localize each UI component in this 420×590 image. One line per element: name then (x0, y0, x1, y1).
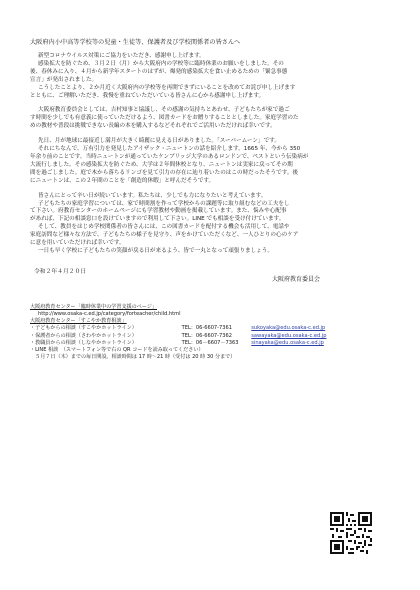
text-line: 大阪府教育委員会としては、吉村知事と協議し、その感謝の気持ちとあわせ、子どもたちが家で過ご (38, 107, 290, 114)
issue-date: 令和２年４月２０日 (34, 268, 87, 275)
line-consult-label: ・LINE 相談 （スマートフォン等で右の QR コードを読み取ってください） (30, 347, 204, 354)
consult-label: ・保護者からの相談（さわやかホットライン） (30, 332, 137, 339)
text-line: 先日、月が地球に最接近し満月が大きく綺麗に見える日がありました。「スーパームーン」です。 (38, 138, 280, 145)
salutation: 大阪府内小中高等学校等の児童・生徒等、保護者及び学校関係者の皆さんへ (30, 39, 241, 46)
consult-email[interactable]: sawayaka@edu.osaka-c.ed.jp (251, 332, 327, 339)
paragraph-4 (30, 193, 392, 256)
line-qr-code-icon[interactable] (330, 512, 372, 554)
consult-label: ・教職員からの相談（しなやかホットライン） (30, 339, 137, 346)
consult-tel: TEL：06-6607-7361 (181, 325, 232, 332)
text-line: こうしたことより、２か月近く大阪府内の学校等を再開できずにいることを改めてお詫び申し上げます (38, 84, 296, 91)
text-line: 皆さんにとって辛い日が続いています。私たちは、少しでも力になりたいと考えています。 (38, 192, 267, 199)
text-line: 宣言」が発出されました。 (30, 76, 98, 83)
text-line: めの教材や普段は挑戦できない長編の本を購入するなどそれぞれでご活用いただければ幸いです。 (30, 123, 276, 130)
notice-page (30, 14, 392, 361)
text-line: があれば、下記の相談窓口を設けていますので利用して下さい。LINE でも相談を受け付けています。 (30, 216, 285, 223)
text-line: て下さい。府教育センターのホームページにも学習教材や動画を掲載しています。また、悩みや心配事 (30, 208, 287, 215)
text-line: 大流行しました。その感染拡大を防ぐため、大学は２年間休校となり、ニュートンは実家に戻ってその期 (30, 161, 293, 168)
line-consult-hours: ５月７日（木）までの毎日開設。相談時間は 17 時～21 時（受付は 20 時 30 分まで） (30, 354, 236, 361)
consult-email[interactable]: sinayaka@edu.osaka-c.ed.jp (251, 339, 324, 346)
text-line: そして、教員をはじめ学校関係者の皆さんには、この図書カードを配付する機会も活用して、電話や (38, 224, 290, 231)
education-center-url[interactable]: http://www.osaka-c.ed.jp/category/forteacher/child.html (38, 311, 181, 318)
text-line: 年余り前のことです。当時ニュートンが通っていたケンブリッジ大学のあるロンドンで、ペストという伝染病が (30, 153, 309, 160)
consult-tel: TEL：06-6607-7362 (181, 332, 232, 339)
paragraph-2 (30, 107, 392, 131)
consult-label: ・子どもからの相談（すこやかホットライン） (30, 325, 137, 332)
text-line: にニュートンは、この２年間のことを「創造的休暇」と呼んだそうです。 (30, 177, 215, 184)
text-line: 感染拡大を防ぐため、３月２日（月）から大阪府内の学校等に臨時休業のお願いをしました。その (38, 60, 284, 67)
contact-links (30, 304, 392, 362)
text-line: す時間を少しでも有意義に使っていただけるよう、図書カードをお贈りすることとしました。家庭学習のた (30, 115, 299, 122)
consultation-link[interactable]: 大阪府教育センター「すこやか教育相談」 (30, 318, 127, 325)
consult-item-parent (30, 333, 392, 340)
text-line: 家庭訪問など様々な方法で、子どもたちの様子を見守り、声をかけていただくなど、一人ひとりの心のケア (30, 232, 299, 239)
text-line: 間を過ごしました。庭で木から落ちるリンゴを見て引力の存在に辿り着いたのはこの時だったそうです。後 (30, 169, 299, 176)
consult-item-teacher (30, 340, 392, 347)
text-line: 一日も早く学校に子どもたちの笑顔が戻る日が来るよう、皆で一丸となって頑張りましょう。 (38, 247, 273, 254)
text-line: それにちなんで、万有引力を発見したアイザック・ニュートンの話を紹介します。1665 年、今から 350 (38, 146, 301, 153)
text-line: とともに、ご理解いただき、我慢を重ねていただいている皆さんに心から感謝申し上げます。 (30, 92, 265, 99)
issuer-name: 大阪府教育委員会 (272, 275, 321, 283)
education-center-link[interactable]: 大阪府教育センター「臨時休業中の学習支援のページ」 (30, 303, 158, 310)
text-line: に意を用いていただければ幸いです。 (30, 240, 125, 247)
text-line: 子どもたちの家庭学習については、家で時間割を作って学校からの課題等に取り組むなどの工夫をし (38, 200, 290, 207)
consult-item-child (30, 325, 392, 332)
paragraph-3 (30, 138, 392, 185)
paragraph-1 (30, 53, 392, 100)
consult-tel: TEL：06－6607－7363 (181, 339, 239, 346)
consult-email[interactable]: sukoyaka@edu.osaka-c.ed.jp (251, 325, 326, 332)
text-line: 後、春休みに入り、４月から新学年スタートのはずが、爆発的感染拡大を食い止めるための「緊急事態 (30, 68, 288, 75)
text-line: 新型コロナウイルス対策にご協力をいただき、感謝申し上げます。 (38, 53, 205, 59)
